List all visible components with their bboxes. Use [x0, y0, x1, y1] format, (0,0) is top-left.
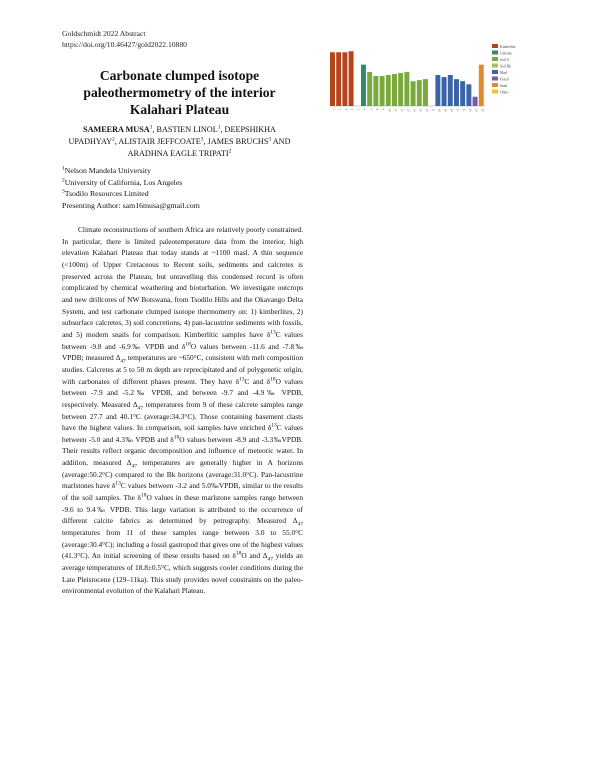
chart-tick-label: 7: [368, 107, 374, 111]
affiliation-2: $^2$University of California, Los Angeles: [62, 177, 183, 187]
chart-legend-label: Fossil: [500, 77, 509, 82]
chart-bar: [342, 52, 347, 106]
chart-bar: [367, 72, 372, 106]
author: AND ARADHNA EAGLE TRIPATI$^2$: [127, 137, 291, 158]
doi-link[interactable]: https://doi.org/10.46427/gold2022.10880: [62, 40, 187, 49]
chart-legend-label: Marl: [500, 70, 507, 75]
author: ALISTAIR JEFFCOATE$^3$,: [118, 136, 208, 146]
chart-tick-label: 16: [424, 107, 430, 113]
paper-title: Carbonate clumped isotope paleothermometry of the interior Kalahari Plateau: [83, 68, 276, 117]
chart-tick-label: 1: [331, 107, 336, 111]
chart-bar: [479, 65, 484, 106]
chart-bar: [361, 65, 366, 106]
chart-legend-label: Other: [500, 90, 509, 95]
chart-bar: [392, 74, 397, 106]
author: SAMEERA MUSA$^1$,: [83, 124, 157, 134]
figure-chart: [310, 36, 525, 118]
chart-tick-label: 10: [387, 107, 393, 113]
chart-bar: [423, 79, 428, 106]
author: BASTIEN LINOL$^1$,: [156, 124, 225, 134]
chart-tick-label: 8: [374, 107, 380, 111]
chart-plot-area: [330, 51, 485, 112]
chart-legend-swatch: [492, 51, 498, 55]
chart-legend-label: Calcrete: [500, 51, 512, 56]
chart-legend-swatch: [492, 77, 498, 81]
chart-tick-label: 20: [449, 107, 455, 113]
chart-legend-swatch: [492, 83, 498, 87]
chart-bar: [349, 51, 354, 106]
chart-bar: [417, 80, 422, 106]
chart-bar: [398, 73, 403, 106]
chart-tick-label: 14: [412, 107, 417, 113]
chart-bar: [442, 77, 447, 106]
chart-tick-label: 12: [399, 107, 405, 113]
chart-bar: [448, 75, 453, 106]
abstract-paragraph: Climate reconstructions of southern Africa are relatively poorly constrained. In particular, there is limited paleotemperature data from the interior, high elevation Kalahari Plateau that today stands at ~1100 masl. A thin sequence (<100m) of Upper Cretaceous to Recent soils, sediments and calcretes is preserved across the Plateau, but unravelling this condensed record is often complicated by chemical weathering and bioturbation. We investigate outcrops and new drillcores of NW Botswana, from Tsodilo Hills and the Okavango Delta System, and test carbonate clumped isotope thermometry on: 1) kimberlites, 2) subsurface calcretes, 3) soil concretions, 4) pan-lacustrine sediments with fossils, and 5) modern snails for comparison. Kimberlitic samples have $\delta^{13}C$ values between -9.8 and -6.9‰ VPDB and $\delta^{18}O$ values between -11.6 and -7.8‰ VPDB; measured $\Delta_{47}$ temperatures are ~650°C, consistent with melt composition studies. Calcretes at 5 to 50 m depth are reprecipitated and of polygenetic origin, with carbonates of different phases present. They have $\delta^{13}C$ and $\delta^{18}O$ values between -7.9 and -5.2‰ VPDB, and between -9.7 and -4.9‰ VPDB, respectively. Measured $\Delta_{47}$ temperatures from 9 of these calcrete samples range between 27.7 and 40.1°C (average:34.3°C). Those containing basement clasts have the highest values. In comparison, soil samples have enriched $\delta^{13}C$ values between -5.0 and 4.3‰ VPDB and $\delta^{18}O$ values between -8.9 and -3.3‰VPDB. Their results reflect organic decomposition and influence of meteoric water. In addition, measured $\Delta_{47}$ temperatures are generally higher in A horizons (average:50.2°C) compared to the Bk horizons (average:31.0°C). Pan-lacustrine marlstones have $\delta^{13}C$ values between -3.2 and 5.0‰VPDB, similar to the results of the soil samples. The $\delta^{18}O$ values in these marlstone samples range between -9.6 to 9.4‰ VPDB. This large variation is attributed to the occurrence of different calcite fabrics as determined by petrography. Measured $\Delta_{47}$ temperatures from 11 of these samples range between 3.0 to 55.0°C (average:30.4°C); including a fossil gastropod that gives one of the highest values (41.3°C). An initial screening of these results based on $\delta^{18}O$ and $\Delta_{47}$ yields an average temperatures of 18.8±0.5°C, which suggests cooler conditions during the Late Pleistocene (129–11ka). This study provides novel constraints on the paleo-environmental evolution of the Kalahari Plateau.: [62, 225, 304, 596]
chart-bar: [336, 52, 341, 106]
chart-tick-label: 4: [350, 107, 355, 111]
affiliations: [62, 165, 302, 211]
chart-tick-label: 19: [443, 107, 448, 113]
chart-tick-label: 3: [343, 107, 349, 111]
chart-tick-label: 17: [430, 107, 436, 113]
author: DEEPSHIKHA UPADHYAY$^2$,: [68, 125, 276, 146]
chart-legend-label: Snail: [500, 83, 508, 88]
chart-tick-label: 24: [474, 107, 479, 113]
chart-bar: [411, 81, 416, 106]
chart-legend-swatch: [492, 44, 498, 48]
chart-bar: [386, 75, 391, 106]
chart-bar: [380, 76, 385, 106]
chart-tick-label: 6: [362, 107, 367, 111]
chart-bar: [473, 97, 478, 106]
chart-bar: [460, 81, 465, 106]
author-list: [62, 124, 297, 160]
abstract-body: [62, 224, 303, 597]
chart-legend-label: Soil Bk: [500, 64, 511, 69]
chart-bar: [454, 79, 459, 106]
chart-tick-label: 22: [461, 107, 467, 113]
affiliation-1: $^1$Nelson Mandela University: [62, 165, 151, 175]
chart-legend-swatch: [492, 64, 498, 68]
chart-tick-label: 5: [356, 107, 361, 111]
affiliation-3: $^3$Tsodilo Resources Limited: [62, 188, 149, 199]
chart-tick-label: 25: [480, 107, 486, 113]
chart-legend-swatch: [492, 57, 498, 61]
chart-tick-label: 2: [337, 107, 343, 111]
chart-tick-label: 21: [455, 107, 461, 113]
chart-legend-swatch: [492, 90, 498, 94]
chart-tick-label: 23: [467, 107, 473, 113]
chart-bar: [373, 76, 378, 106]
chart-tick-label: 13: [405, 107, 411, 113]
conference-label: Goldschmidt 2022 Abstract: [62, 29, 146, 38]
chart-legend-label: Soil A: [500, 57, 510, 62]
chart-tick-label: 18: [436, 107, 442, 113]
author: JAMES BRUCHS$^3$: [207, 136, 272, 146]
presenting-author: Presenting Author: sam16musa@gmail.com: [62, 200, 200, 210]
chart-legend-label: Kimberlite: [500, 44, 516, 49]
chart-bar: [435, 75, 440, 106]
chart-tick-label: 9: [381, 107, 386, 111]
chart-bar: [466, 84, 471, 106]
chart-tick-label: 15: [418, 107, 424, 113]
chart-tick-label: 11: [393, 107, 399, 113]
page-header: [62, 28, 187, 50]
chart-bar: [330, 52, 335, 106]
chart-bar: [404, 72, 409, 106]
chart-legend: [492, 44, 516, 94]
chart-legend-swatch: [492, 70, 498, 74]
